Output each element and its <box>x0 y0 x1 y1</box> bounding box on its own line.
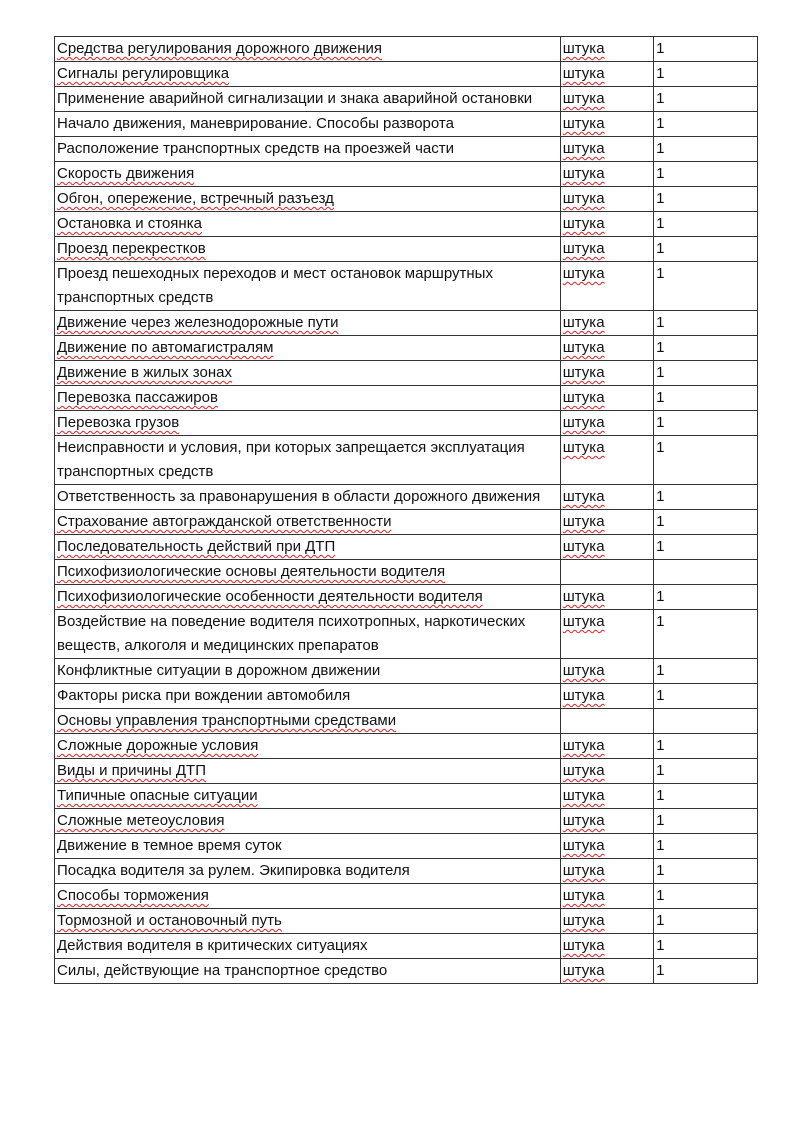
unit-cell[interactable] <box>560 212 653 237</box>
item-name-cell[interactable] <box>55 535 561 560</box>
unit-cell[interactable] <box>560 859 653 884</box>
quantity-cell-text: 1 <box>656 762 665 779</box>
unit-cell-text: штука <box>562 215 605 232</box>
table-row <box>55 684 758 709</box>
quantity-cell-text: 1 <box>656 887 665 904</box>
quantity-cell[interactable] <box>654 659 758 684</box>
table-row <box>55 859 758 884</box>
item-name-cell-text: Перевозка грузов <box>57 414 180 431</box>
unit-cell[interactable] <box>560 759 653 784</box>
unit-cell-text: штука <box>562 414 605 431</box>
item-name-cell[interactable] <box>55 262 561 311</box>
item-name-cell-text: Скорость движения <box>57 165 195 182</box>
unit-cell-text: штука <box>562 812 605 829</box>
unit-cell-text: штука <box>562 613 605 630</box>
unit-cell-text: штука <box>562 787 605 804</box>
unit-cell-text: штука <box>562 837 605 854</box>
unit-cell[interactable] <box>560 62 653 87</box>
unit-cell-text: штука <box>562 265 605 282</box>
item-name-cell[interactable] <box>55 361 561 386</box>
unit-cell[interactable] <box>560 386 653 411</box>
unit-cell[interactable] <box>560 137 653 162</box>
item-name-cell-text: Проезд перекрестков <box>57 240 206 257</box>
quantity-cell-text: 1 <box>656 389 665 406</box>
quantity-cell[interactable] <box>654 560 758 585</box>
item-name-cell-text: Последовательность действий при ДТП <box>57 538 336 555</box>
table-row <box>55 934 758 959</box>
quantity-cell-text: 1 <box>656 190 665 207</box>
item-name-cell[interactable] <box>55 411 561 436</box>
quantity-cell[interactable] <box>654 311 758 336</box>
quantity-cell-text: 1 <box>656 414 665 431</box>
unit-cell-text: штука <box>562 662 605 679</box>
quantity-cell-text: 1 <box>656 862 665 879</box>
quantity-cell[interactable] <box>654 610 758 659</box>
unit-cell-text: штука <box>562 862 605 879</box>
unit-cell-text: штука <box>562 240 605 257</box>
quantity-cell-text: 1 <box>656 140 665 157</box>
unit-cell[interactable] <box>560 237 653 262</box>
quantity-cell-text: 1 <box>656 513 665 530</box>
unit-cell[interactable] <box>560 411 653 436</box>
item-name-cell-text: Движение через железнодорожные пути <box>57 314 339 331</box>
item-name-cell[interactable] <box>55 87 561 112</box>
quantity-cell-text: 1 <box>656 339 665 356</box>
quantity-cell-text: 1 <box>656 538 665 555</box>
item-name-cell-text: Остановка и стоянка <box>57 215 202 232</box>
quantity-cell[interactable] <box>654 709 758 734</box>
quantity-cell[interactable] <box>654 485 758 510</box>
quantity-cell-text: 1 <box>656 588 665 605</box>
unit-cell[interactable] <box>560 560 653 585</box>
quantity-cell[interactable] <box>654 510 758 535</box>
quantity-cell[interactable] <box>654 361 758 386</box>
quantity-cell[interactable] <box>654 262 758 311</box>
table-body <box>55 37 758 984</box>
unit-cell[interactable] <box>560 934 653 959</box>
unit-cell[interactable] <box>560 436 653 485</box>
unit-cell[interactable] <box>560 684 653 709</box>
quantity-cell[interactable] <box>654 784 758 809</box>
unit-cell-text: штука <box>562 389 605 406</box>
unit-cell[interactable] <box>560 311 653 336</box>
item-name-cell-text: Тормозной и остановочный путь <box>57 912 282 929</box>
quantity-cell-text: 1 <box>656 662 665 679</box>
quantity-cell-text: 1 <box>656 215 665 232</box>
item-name-cell-text: Основы управления транспортными средствами <box>57 712 397 729</box>
unit-cell-text: штука <box>562 65 605 82</box>
unit-cell[interactable] <box>560 659 653 684</box>
unit-cell[interactable] <box>560 361 653 386</box>
table-row <box>55 212 758 237</box>
unit-cell[interactable] <box>560 809 653 834</box>
item-name-cell-text: Ответственность за правонарушения в области дорожного движения <box>57 488 541 505</box>
item-name-cell-text: Движение в темное время суток <box>57 837 282 854</box>
table-row <box>55 37 758 62</box>
item-name-cell[interactable] <box>55 659 561 684</box>
quantity-cell[interactable] <box>654 859 758 884</box>
unit-cell[interactable] <box>560 187 653 212</box>
item-name-cell-text: Факторы риска при вождении автомобиля <box>57 687 351 704</box>
unit-cell[interactable] <box>560 535 653 560</box>
item-name-cell[interactable] <box>55 759 561 784</box>
item-name-cell-text: Применение аварийной сигнализации и знака аварийной остановки <box>57 90 533 107</box>
document-page <box>54 36 758 984</box>
unit-cell[interactable] <box>560 87 653 112</box>
unit-cell[interactable] <box>560 610 653 659</box>
quantity-cell-text: 1 <box>656 115 665 132</box>
unit-cell-text: штука <box>562 339 605 356</box>
quantity-cell-text: 1 <box>656 240 665 257</box>
item-name-cell[interactable] <box>55 809 561 834</box>
item-name-cell[interactable] <box>55 62 561 87</box>
quantity-cell-text: 1 <box>656 687 665 704</box>
table-row <box>55 610 758 659</box>
table-row <box>55 187 758 212</box>
item-name-cell[interactable] <box>55 959 561 984</box>
unit-cell-text: штука <box>562 314 605 331</box>
unit-cell[interactable] <box>560 262 653 311</box>
item-name-cell[interactable] <box>55 187 561 212</box>
quantity-cell[interactable] <box>654 834 758 859</box>
unit-cell-text: штука <box>562 762 605 779</box>
item-name-cell[interactable] <box>55 709 561 734</box>
item-name-cell-text: Страхование автогражданской ответственности <box>57 513 392 530</box>
item-name-cell[interactable] <box>55 311 561 336</box>
item-name-cell-text: Сложные метеоусловия <box>57 812 225 829</box>
table-row <box>55 411 758 436</box>
table-row <box>55 62 758 87</box>
quantity-cell[interactable] <box>654 734 758 759</box>
unit-cell-text: штука <box>562 165 605 182</box>
item-name-cell-text: Воздействие на поведение водителя психотропных, наркотических веществ, алкоголя и медицинских препаратов <box>57 613 526 654</box>
unit-cell[interactable] <box>560 37 653 62</box>
item-name-cell[interactable] <box>55 884 561 909</box>
unit-cell-text: штука <box>562 912 605 929</box>
unit-cell-text: штука <box>562 140 605 157</box>
item-name-cell[interactable] <box>55 386 561 411</box>
quantity-cell[interactable] <box>654 585 758 610</box>
unit-cell[interactable] <box>560 909 653 934</box>
unit-cell-text: штука <box>562 937 605 954</box>
quantity-cell-text: 1 <box>656 364 665 381</box>
quantity-cell[interactable] <box>654 436 758 485</box>
item-name-cell-text: Посадка водителя за рулем. Экипировка водителя <box>57 862 410 879</box>
quantity-cell[interactable] <box>654 934 758 959</box>
item-name-cell[interactable] <box>55 859 561 884</box>
quantity-cell-text: 1 <box>656 40 665 57</box>
unit-cell[interactable] <box>560 834 653 859</box>
item-name-cell[interactable] <box>55 784 561 809</box>
quantity-cell-text: 1 <box>656 937 665 954</box>
unit-cell-text: штука <box>562 513 605 530</box>
quantity-cell[interactable] <box>654 684 758 709</box>
quantity-cell[interactable] <box>654 959 758 984</box>
table-row <box>55 436 758 485</box>
item-name-cell-text: Психофизиологические основы деятельности водителя <box>57 563 446 580</box>
quantity-cell-text: 1 <box>656 488 665 505</box>
table-row <box>55 336 758 361</box>
item-name-cell-text: Неисправности и условия, при которых запрещается эксплуатация транспортных средств <box>57 439 525 480</box>
item-name-cell[interactable] <box>55 436 561 485</box>
item-name-cell[interactable] <box>55 934 561 959</box>
equipment-table <box>54 36 758 984</box>
item-name-cell[interactable] <box>55 684 561 709</box>
item-name-cell-text: Сигналы регулировщика <box>57 65 230 82</box>
unit-cell[interactable] <box>560 784 653 809</box>
quantity-cell[interactable] <box>654 759 758 784</box>
item-name-cell[interactable] <box>55 212 561 237</box>
table-row <box>55 510 758 535</box>
unit-cell[interactable] <box>560 734 653 759</box>
item-name-cell[interactable] <box>55 112 561 137</box>
quantity-cell-text: 1 <box>656 837 665 854</box>
quantity-cell-text: 1 <box>656 812 665 829</box>
unit-cell-text: штука <box>562 115 605 132</box>
quantity-cell[interactable] <box>654 237 758 262</box>
item-name-cell-text: Средства регулирования дорожного движения <box>57 40 383 57</box>
unit-cell-text: штука <box>562 687 605 704</box>
unit-cell[interactable] <box>560 336 653 361</box>
item-name-cell-text: Движение по автомагистралям <box>57 339 274 356</box>
quantity-cell[interactable] <box>654 112 758 137</box>
table-row <box>55 361 758 386</box>
quantity-cell[interactable] <box>654 535 758 560</box>
item-name-cell-text: Перевозка пассажиров <box>57 389 218 406</box>
table-row <box>55 959 758 984</box>
item-name-cell[interactable] <box>55 610 561 659</box>
quantity-cell[interactable] <box>654 212 758 237</box>
unit-cell-text: штука <box>562 538 605 555</box>
quantity-cell-text: 1 <box>656 912 665 929</box>
unit-cell[interactable] <box>560 162 653 187</box>
table-row <box>55 734 758 759</box>
item-name-cell-text: Способы торможения <box>57 887 209 904</box>
table-row <box>55 659 758 684</box>
unit-cell-text: штука <box>562 364 605 381</box>
table-row <box>55 784 758 809</box>
table-row <box>55 909 758 934</box>
item-name-cell-text: Расположение транспортных средств на проезжей части <box>57 140 454 157</box>
item-name-cell-text: Силы, действующие на транспортное средство <box>57 962 388 979</box>
table-row <box>55 112 758 137</box>
quantity-cell[interactable] <box>654 809 758 834</box>
table-row <box>55 262 758 311</box>
table-row <box>55 485 758 510</box>
table-row <box>55 560 758 585</box>
table-row <box>55 87 758 112</box>
unit-cell-text: штука <box>562 190 605 207</box>
quantity-cell[interactable] <box>654 162 758 187</box>
item-name-cell-text: Движение в жилых зонах <box>57 364 232 381</box>
quantity-cell[interactable] <box>654 87 758 112</box>
table-row <box>55 311 758 336</box>
quantity-cell-text: 1 <box>656 65 665 82</box>
table-row <box>55 386 758 411</box>
item-name-cell-text: Психофизиологические особенности деятельности водителя <box>57 588 483 605</box>
table-row <box>55 759 758 784</box>
table-row <box>55 237 758 262</box>
unit-cell[interactable] <box>560 709 653 734</box>
unit-cell-text: штука <box>562 40 605 57</box>
item-name-cell[interactable] <box>55 834 561 859</box>
item-name-cell-text: Проезд пешеходных переходов и мест остановок маршрутных транспортных средств <box>57 265 493 306</box>
unit-cell[interactable] <box>560 884 653 909</box>
unit-cell-text: штука <box>562 887 605 904</box>
unit-cell[interactable] <box>560 112 653 137</box>
item-name-cell[interactable] <box>55 37 561 62</box>
quantity-cell-text: 1 <box>656 90 665 107</box>
item-name-cell[interactable] <box>55 485 561 510</box>
item-name-cell[interactable] <box>55 137 561 162</box>
quantity-cell-text: 1 <box>656 314 665 331</box>
item-name-cell-text: Сложные дорожные условия <box>57 737 259 754</box>
quantity-cell-text: 1 <box>656 787 665 804</box>
unit-cell-text: штука <box>562 488 605 505</box>
item-name-cell[interactable] <box>55 162 561 187</box>
item-name-cell-text: Конфликтные ситуации в дорожном движении <box>57 662 381 679</box>
quantity-cell-text: 1 <box>656 737 665 754</box>
table-row <box>55 834 758 859</box>
quantity-cell-text: 1 <box>656 439 665 456</box>
item-name-cell[interactable] <box>55 510 561 535</box>
quantity-cell[interactable] <box>654 37 758 62</box>
quantity-cell-text: 1 <box>656 165 665 182</box>
quantity-cell[interactable] <box>654 411 758 436</box>
unit-cell-text: штука <box>562 439 605 456</box>
quantity-cell[interactable] <box>654 137 758 162</box>
item-name-cell-text: Типичные опасные ситуации <box>57 787 258 804</box>
quantity-cell-text: 1 <box>656 613 665 630</box>
unit-cell-text: штука <box>562 90 605 107</box>
item-name-cell[interactable] <box>55 237 561 262</box>
unit-cell[interactable] <box>560 959 653 984</box>
item-name-cell[interactable] <box>55 734 561 759</box>
unit-cell-text: штука <box>562 962 605 979</box>
table-row <box>55 137 758 162</box>
table-row <box>55 884 758 909</box>
quantity-cell[interactable] <box>654 336 758 361</box>
item-name-cell[interactable] <box>55 909 561 934</box>
unit-cell[interactable] <box>560 510 653 535</box>
quantity-cell[interactable] <box>654 909 758 934</box>
unit-cell[interactable] <box>560 485 653 510</box>
table-row <box>55 535 758 560</box>
quantity-cell-text: 1 <box>656 265 665 282</box>
unit-cell-text: штука <box>562 737 605 754</box>
item-name-cell[interactable] <box>55 585 561 610</box>
item-name-cell-text: Начало движения, маневрирование. Способы разворота <box>57 115 454 132</box>
item-name-cell[interactable] <box>55 560 561 585</box>
item-name-cell-text: Действия водителя в критических ситуациях <box>57 937 368 954</box>
item-name-cell-text: Обгон, опережение, встречный разъезд <box>57 190 334 207</box>
unit-cell-text: штука <box>562 588 605 605</box>
quantity-cell[interactable] <box>654 62 758 87</box>
table-row <box>55 162 758 187</box>
quantity-cell[interactable] <box>654 884 758 909</box>
quantity-cell[interactable] <box>654 386 758 411</box>
item-name-cell[interactable] <box>55 336 561 361</box>
quantity-cell[interactable] <box>654 187 758 212</box>
unit-cell[interactable] <box>560 585 653 610</box>
table-row <box>55 809 758 834</box>
table-row <box>55 585 758 610</box>
item-name-cell-text: Виды и причины ДТП <box>57 762 207 779</box>
table-row <box>55 709 758 734</box>
quantity-cell-text: 1 <box>656 962 665 979</box>
